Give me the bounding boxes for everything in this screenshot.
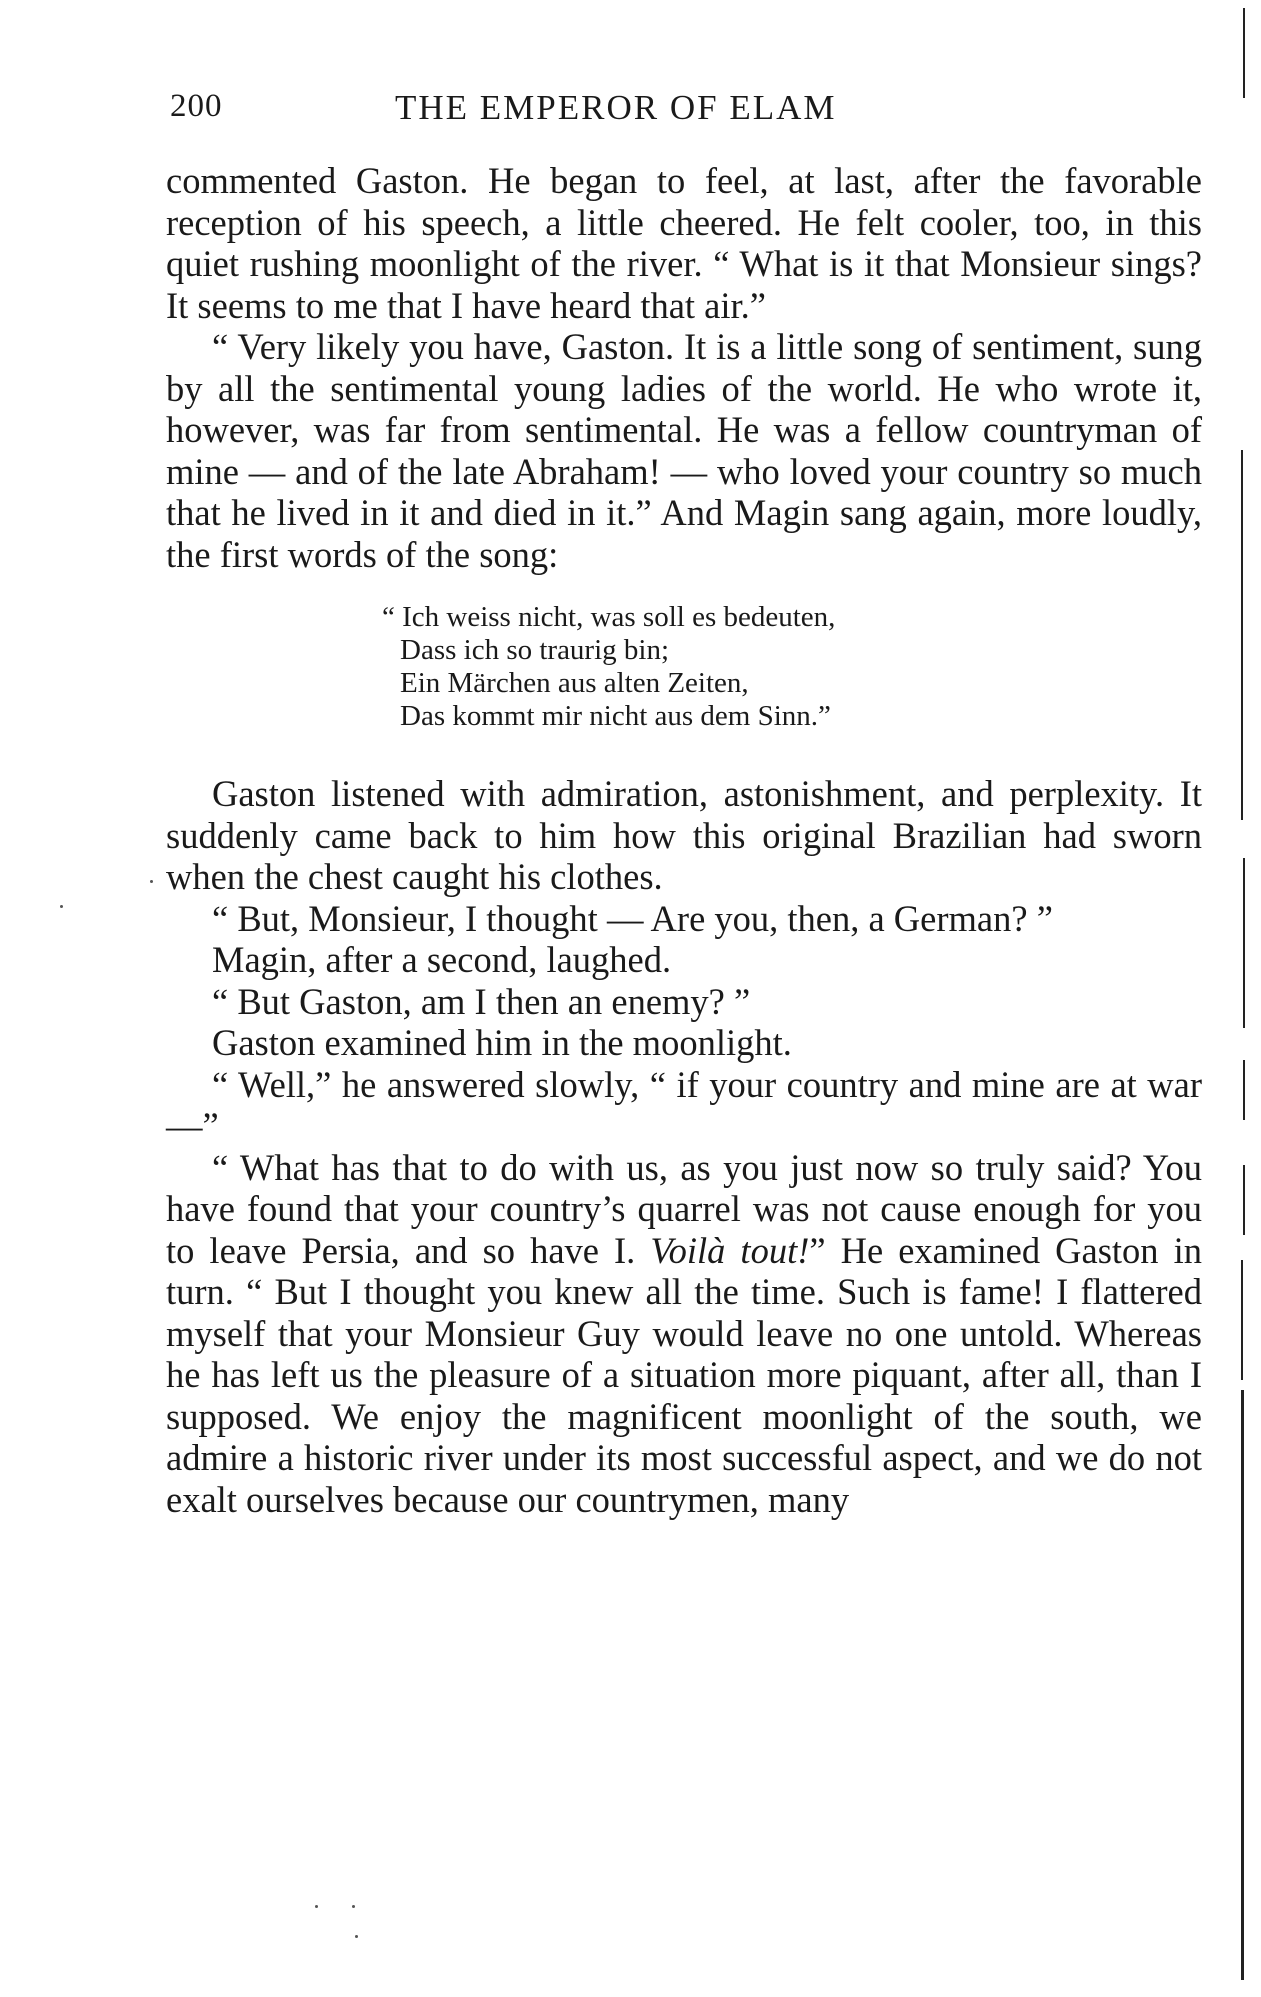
scan-speck <box>355 1935 358 1938</box>
paragraph: “ But, Monsieur, I thought — Are you, then, a German? ” <box>212 897 1053 939</box>
body-text <box>166 160 1202 1520</box>
page-header <box>170 88 1200 138</box>
scan-speck <box>60 905 63 908</box>
paragraph: Gaston listened with admiration, astonishment, and perplexity. It suddenly came back to him how this original Brazilian had sworn when the chest caught his clothes. <box>166 773 1202 897</box>
scan-edge-line <box>1241 450 1243 820</box>
scan-speck <box>352 1905 355 1908</box>
italic-phrase: Voilà tout! <box>650 1229 810 1271</box>
scan-edge-line <box>1241 1260 1243 1380</box>
paragraph: Magin, after a second, laughed. <box>212 939 672 980</box>
page-number: 200 <box>170 88 223 124</box>
paragraph: Gaston examined him in the moonlight. <box>212 1022 792 1063</box>
paragraph: “ Very likely you have, Gaston. It is a little song of sentiment, sung by all the sentimental young ladies of the world. He who wrote it, however, was far from sentimental. He was a fellow countryman of mine — and of the late Abraham! — who loved your country so much that he lived in it and died in it.” And Magin sang again, more loudly, the first words of the song: <box>166 326 1202 575</box>
verse-line: “ Ich weiss nicht, was soll es bedeuten, <box>382 601 836 633</box>
verse-line: Das kommt mir nicht aus dem Sinn.” <box>400 700 831 732</box>
paragraph: commented Gaston. He began to feel, at last, after the favorable reception of his speech, a little cheered. He felt cooler, too, in this quiet rushing moonlight of the river. “ What is it that Monsieur sings? It seems to me that I have heard that air.” <box>166 160 1202 326</box>
scan-edge-line <box>1243 8 1245 98</box>
text-run: ” He examined Gaston in turn. “ But I thought you knew all the time. Such is fame! I flattered myself that your Monsieur Guy would leave no one untold. Whereas he has left us the pleasure of a situation more piquant, after all, than I supposed. We enjoy the magnificent moonlight of the south, we admire a historic river under its most successful aspect, and we do not exalt ourselves because our countrymen, many <box>166 1229 1202 1520</box>
running-head: THE EMPEROR OF ELAM <box>395 88 837 127</box>
text-run: “ What has that to do with us, as you just now so truly said? You have found that your country’s quarrel was not cause enough for you to leave Persia, and so have I. <box>166 1146 1202 1271</box>
scan-edge-line <box>1243 858 1245 1028</box>
paragraph: “ But Gaston, am I then an enemy? ” <box>212 980 751 1022</box>
verse-line: Dass ich so traurig bin; <box>400 634 670 666</box>
scan-edge-line <box>1243 1165 1245 1235</box>
scan-edge-line <box>1241 1390 1244 1980</box>
scan-speck <box>315 1905 318 1908</box>
paragraph: “ Well,” he answered slowly, “ if your country and mine are at war —” <box>166 1063 1202 1146</box>
scan-speck <box>150 880 153 883</box>
verse-line: Ein Märchen aus alten Zeiten, <box>400 667 749 699</box>
paragraph <box>166 1147 1202 1521</box>
verse-block <box>382 601 1202 733</box>
scan-edge-line <box>1243 1060 1245 1120</box>
